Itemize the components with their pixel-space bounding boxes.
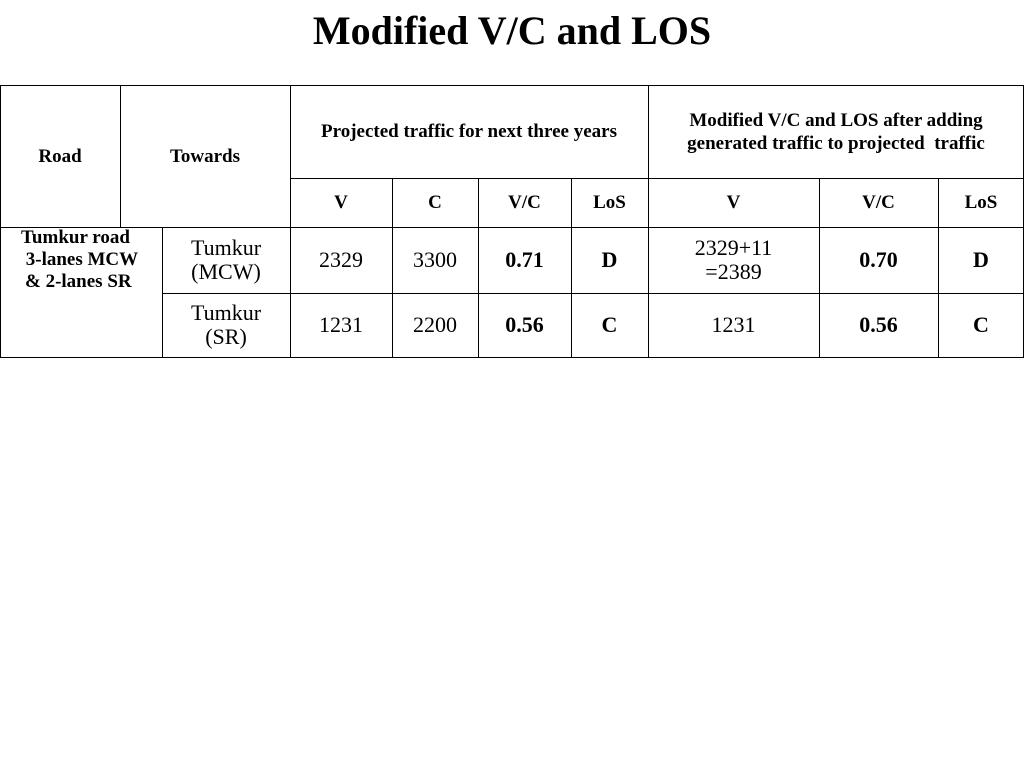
row1-mod-v-line2: =2389 bbox=[705, 259, 762, 284]
row1-mod-los: D bbox=[973, 247, 989, 272]
row1-c: 3300 bbox=[413, 247, 457, 272]
row1-v: 2329 bbox=[319, 247, 363, 272]
row2-los: C bbox=[601, 312, 618, 337]
header-projected-traffic: Projected traffic for next three years bbox=[321, 121, 617, 142]
row2-mod-v: 1231 bbox=[711, 312, 756, 337]
row1-towards bbox=[162, 227, 290, 293]
row1-vc: 0.71 bbox=[505, 247, 544, 272]
row1-los: D bbox=[601, 247, 618, 272]
subheader-mod-v: V bbox=[726, 191, 741, 213]
row2-c: 2200 bbox=[413, 312, 457, 337]
road-label bbox=[0, 227, 162, 357]
road-label-line3: & 2-lanes SR bbox=[25, 271, 132, 292]
row2-towards-line2: (SR) bbox=[205, 324, 247, 349]
header-towards: Towards bbox=[169, 146, 241, 167]
header-modified-line2: generated traffic to projected traffic bbox=[687, 132, 985, 154]
header-road: Road bbox=[38, 146, 82, 167]
row2-v: 1231 bbox=[319, 312, 363, 337]
row1-mod-v bbox=[648, 227, 819, 293]
row1-mod-vc: 0.70 bbox=[859, 247, 898, 272]
road-label-line2: 3-lanes MCW bbox=[21, 249, 139, 270]
traffic-table bbox=[0, 85, 1024, 358]
row2-mod-los: C bbox=[973, 312, 989, 337]
row1-towards-line1: Tumkur bbox=[190, 235, 262, 260]
header-modified-line1: Modified V/C and LOS after adding bbox=[689, 109, 983, 131]
page-title: Modified V/C and LOS bbox=[312, 8, 712, 53]
subheader-mod-los: LoS bbox=[964, 191, 998, 213]
subheader-c: C bbox=[428, 191, 442, 213]
row1-mod-v-line1: 2329+11 bbox=[694, 235, 773, 260]
table-border-bottom bbox=[0, 357, 1024, 358]
subheader-mod-vc: V/C bbox=[862, 191, 895, 213]
subheader-los: LoS bbox=[593, 191, 626, 213]
row2-mod-vc: 0.56 bbox=[859, 312, 898, 337]
row2-towards bbox=[162, 293, 290, 357]
subheader-v: V bbox=[334, 191, 348, 213]
row2-vc: 0.56 bbox=[505, 312, 544, 337]
row2-towards-line1: Tumkur bbox=[190, 300, 262, 325]
header-modified-vc-los bbox=[648, 85, 1024, 178]
row1-towards-line2: (MCW) bbox=[191, 259, 261, 284]
road-label-line1: Tumkur road bbox=[21, 227, 130, 248]
subheader-vc: V/C bbox=[508, 191, 541, 213]
